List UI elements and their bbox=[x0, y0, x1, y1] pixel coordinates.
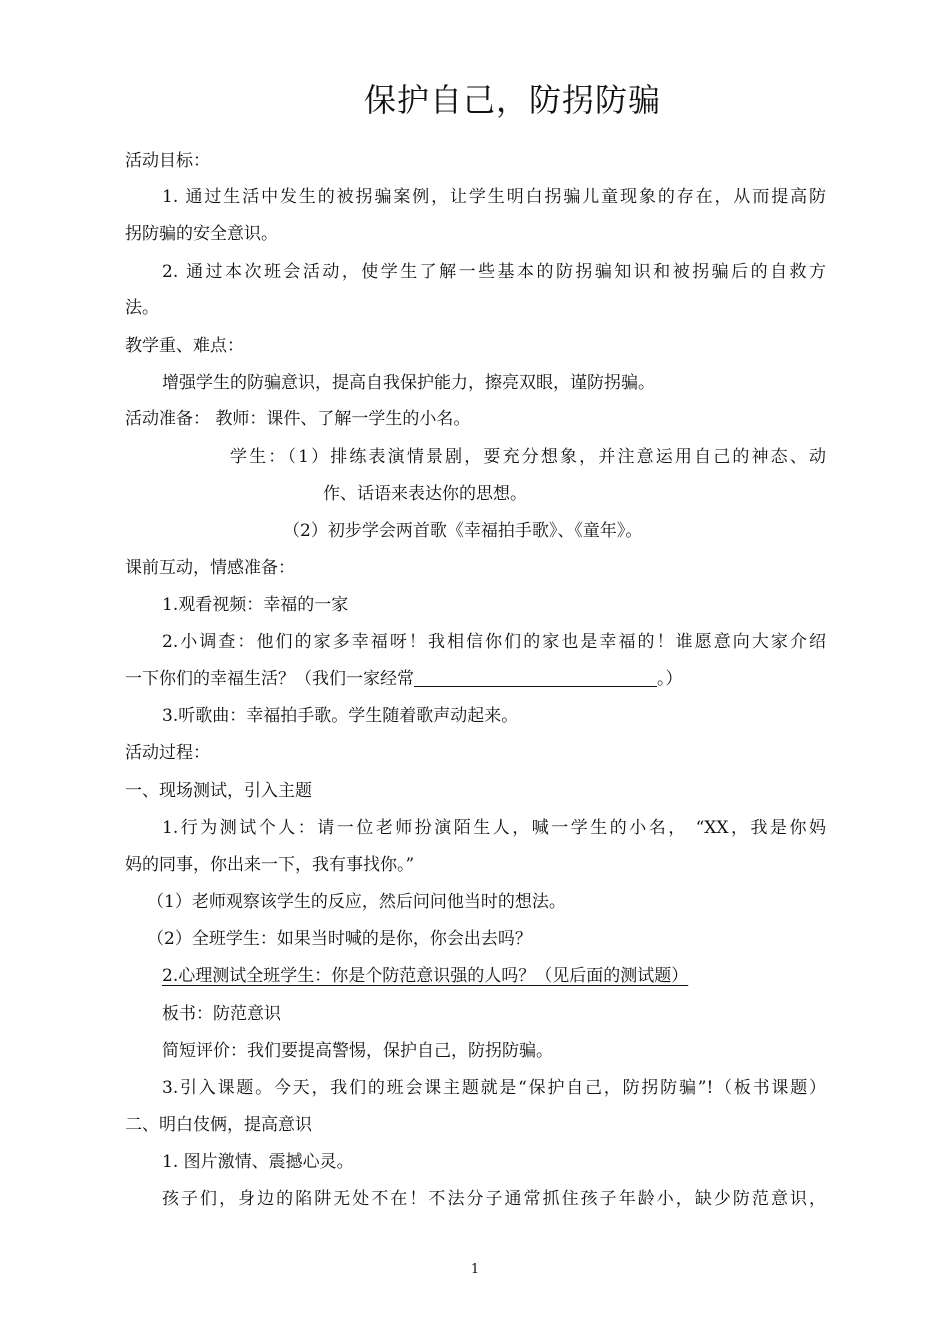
section-heading-part-two: 二、明白伎俩，提高意识 bbox=[125, 1115, 312, 1135]
paragraph-line-with-blank: 一下你们的幸福生活？（我们一家经常 。） bbox=[125, 669, 683, 689]
section-heading-preparation: 活动准备： 教师：课件、了解一学生的小名。 bbox=[125, 409, 471, 429]
paragraph-line: 1. 图片激情、震撼心灵。 bbox=[162, 1152, 354, 1172]
underlined-line: 2.心理测试全班学生：你是个防范意识强的人吗？（见后面的测试题） bbox=[162, 966, 689, 986]
paragraph-line: 2. 通过本次班会活动，使学生了解一些基本的防拐骗知识和被拐骗后的自救方 bbox=[162, 262, 826, 282]
paragraph-line: （1）老师观察该学生的反应，然后问问他当时的想法。 bbox=[147, 892, 566, 912]
paragraph-line: 作、话语来表达你的思想。 bbox=[323, 484, 527, 504]
paragraph-line: 法。 bbox=[125, 298, 159, 318]
paragraph-line: 1.行为测试个人：请一位老师扮演陌生人，喊一学生的小名， “XX，我是你妈 bbox=[162, 818, 826, 838]
paragraph-line: 板书：防范意识 bbox=[162, 1004, 281, 1024]
paragraph-line: 妈的同事，你出来一下，我有事找你。” bbox=[125, 855, 415, 875]
paragraph-line: 1. 通过生活中发生的被拐骗案例，让学生明白拐骗儿童现象的存在，从而提高防 bbox=[162, 187, 826, 207]
paragraph-line: 2.小调查：他们的家多幸福呀！我相信你们的家也是幸福的！谁愿意向大家介绍 bbox=[162, 632, 826, 652]
section-heading-warmup: 课前互动，情感准备： bbox=[125, 558, 295, 578]
fill-in-blank bbox=[414, 669, 657, 687]
section-heading-part-one: 一、现场测试，引入主题 bbox=[125, 781, 312, 801]
paragraph-line: 增强学生的防骗意识，提高自我保护能力，擦亮双眼，谨防拐骗。 bbox=[162, 373, 655, 393]
paragraph-line: 拐防骗的安全意识。 bbox=[125, 224, 278, 244]
section-heading-goals: 活动目标： bbox=[125, 151, 210, 171]
paragraph-line: 学生：（1）排练表演情景剧，要充分想象，并注意运用自己的神态、动 bbox=[230, 447, 826, 467]
paragraph-line: 1.观看视频：幸福的一家 bbox=[162, 595, 349, 615]
section-heading-process: 活动过程： bbox=[125, 743, 210, 763]
paragraph-line: 3.听歌曲：幸福拍手歌。学生随着歌声动起来。 bbox=[162, 706, 519, 726]
document-title: 保护自己，防拐防骗 bbox=[363, 81, 661, 119]
page-number: 1 bbox=[470, 1262, 480, 1277]
section-heading-key-points: 教学重、难点： bbox=[125, 336, 244, 356]
paragraph-line: 简短评价：我们要提高警惕，保护自己，防拐防骗。 bbox=[162, 1041, 553, 1061]
paragraph-line: （2）全班学生：如果当时喊的是你，你会出去吗？ bbox=[147, 929, 532, 949]
paragraph-line: 3.引入课题。今天，我们的班会课主题就是“保护自己，防拐防骗”!（板书课题） bbox=[162, 1078, 826, 1098]
paragraph-line: 孩子们，身边的陷阱无处不在！不法分子通常抓住孩子年龄小，缺少防范意识， bbox=[162, 1189, 826, 1209]
paragraph-line: （2）初步学会两首歌《幸福拍手歌》、《童年》。 bbox=[283, 521, 643, 541]
